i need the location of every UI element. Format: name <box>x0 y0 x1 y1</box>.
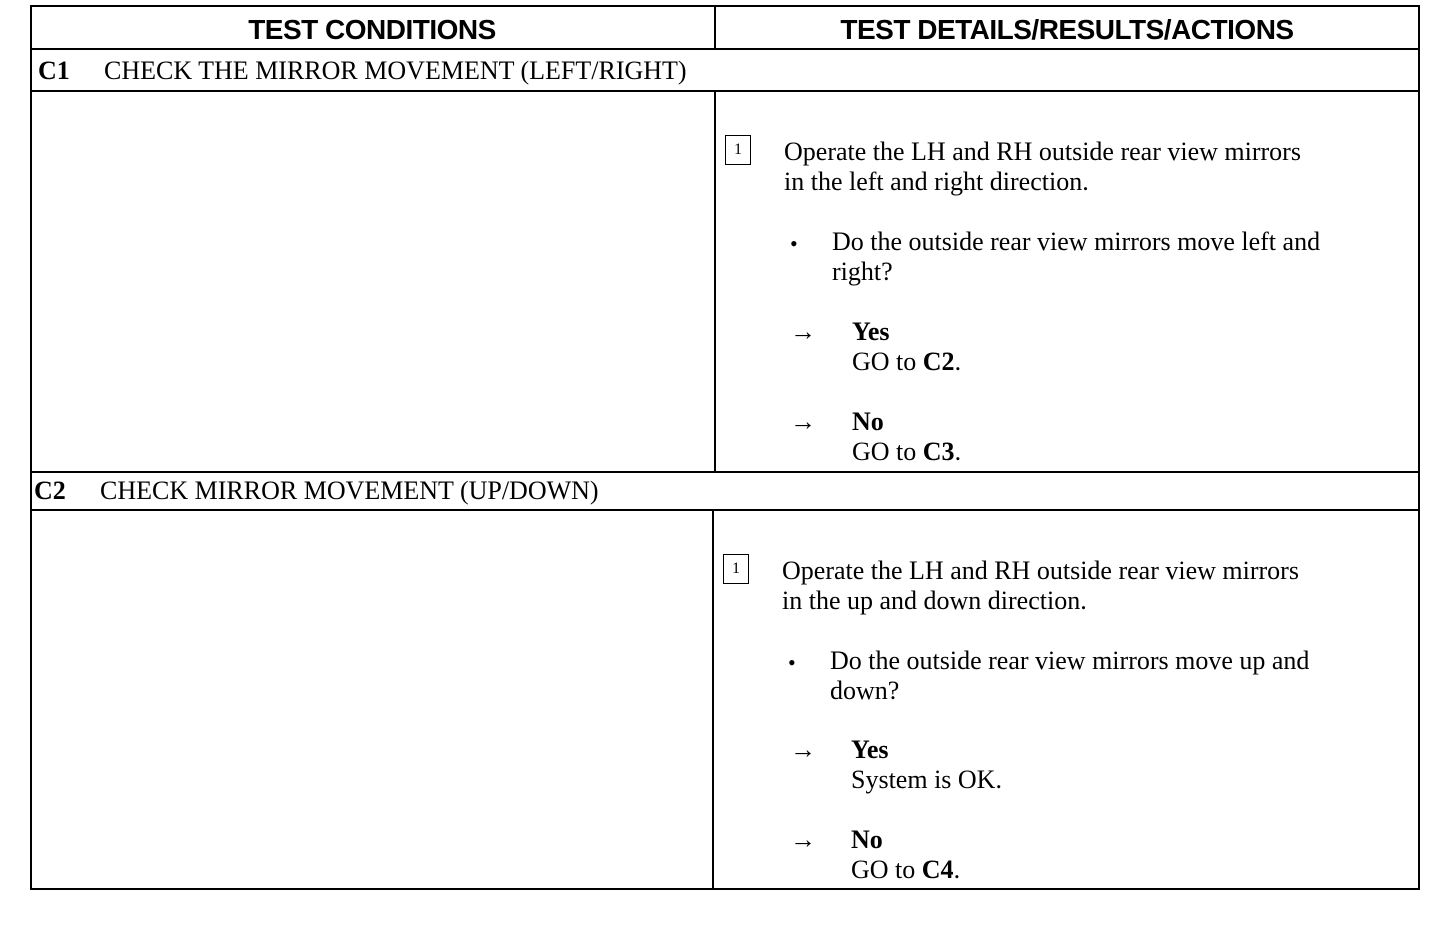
c1-question-line2: right? <box>832 257 893 286</box>
c2-title-bottom-border <box>30 509 1420 511</box>
table-top-border <box>30 5 1420 7</box>
c1-question-line1: Do the outside rear view mirrors move left and <box>832 227 1321 256</box>
c1-yes-action-ref: C2 <box>922 347 955 376</box>
c2-question <box>830 646 1309 706</box>
c1-no-action-prefix: GO to <box>852 437 923 466</box>
c2-section-title <box>34 475 599 507</box>
c2-step-number-box: 1 <box>723 554 749 584</box>
c1-section-title-text: CHECK THE MIRROR MOVEMENT (LEFT/RIGHT) <box>104 56 687 85</box>
c1-section-code: C1 <box>38 56 70 85</box>
c2-yes-result <box>851 735 1002 795</box>
c1-yes-arrow-icon: → <box>790 317 816 346</box>
c1-no-result <box>852 407 961 467</box>
c2-question-bullet: • <box>788 650 796 675</box>
c2-column-divider <box>712 510 714 890</box>
c1-yes-action <box>852 347 961 377</box>
table-bottom-border <box>30 888 1420 890</box>
c1-step-text <box>784 137 1301 197</box>
c2-section-title-text: CHECK MIRROR MOVEMENT (UP/DOWN) <box>100 476 599 505</box>
c1-no-action-ref: C3 <box>922 437 955 466</box>
c2-yes-label: Yes <box>851 735 889 764</box>
c2-no-label: No <box>851 825 883 854</box>
c1-step-text-line2: in the left and right direction. <box>784 167 1089 196</box>
header-test-details: TEST DETAILS/RESULTS/ACTIONS <box>840 14 1294 45</box>
c2-no-arrow-icon: → <box>790 825 816 854</box>
c2-step-text-line1: Operate the LH and RH outside rear view mirrors <box>782 556 1299 585</box>
c2-section-code: C2 <box>34 476 66 505</box>
c1-step-text-line1: Operate the LH and RH outside rear view mirrors <box>784 137 1301 166</box>
c2-no-action-ref: C4 <box>921 855 954 884</box>
c1-column-divider <box>714 91 716 472</box>
c1-yes-action-suffix: . <box>954 347 962 376</box>
c2-step-text <box>782 556 1299 616</box>
c2-no-action-prefix: GO to <box>851 855 922 884</box>
c2-step-text-line2: in the up and down direction. <box>782 586 1087 615</box>
c2-no-action-suffix: . <box>953 855 961 884</box>
c2-no-action <box>851 855 960 885</box>
c1-body-bottom-border <box>30 471 1420 473</box>
c1-yes-label: Yes <box>852 317 890 346</box>
header-test-conditions: TEST CONDITIONS <box>248 14 496 45</box>
c1-section-title <box>38 55 687 87</box>
c2-yes-action: System is OK. <box>851 765 1002 794</box>
c1-no-arrow-icon: → <box>790 407 816 436</box>
c1-question <box>832 227 1320 287</box>
c2-no-result <box>851 825 960 885</box>
c1-yes-result <box>852 317 961 377</box>
c2-question-line2: down? <box>830 676 900 705</box>
c2-yes-arrow-icon: → <box>790 735 816 764</box>
c1-title-bottom-border <box>30 90 1420 92</box>
table-left-border <box>30 5 32 890</box>
diagnostic-table <box>30 5 1420 890</box>
c1-no-label: No <box>852 407 884 436</box>
c1-no-action-suffix: . <box>954 437 962 466</box>
table-right-border <box>1418 5 1420 890</box>
c2-question-line1: Do the outside rear view mirrors move up and <box>830 646 1310 675</box>
header-bottom-border <box>30 48 1420 50</box>
c1-question-bullet: • <box>790 231 798 256</box>
c1-step-number-box: 1 <box>725 135 751 165</box>
c1-yes-action-prefix: GO to <box>852 347 923 376</box>
c1-no-action <box>852 437 961 467</box>
